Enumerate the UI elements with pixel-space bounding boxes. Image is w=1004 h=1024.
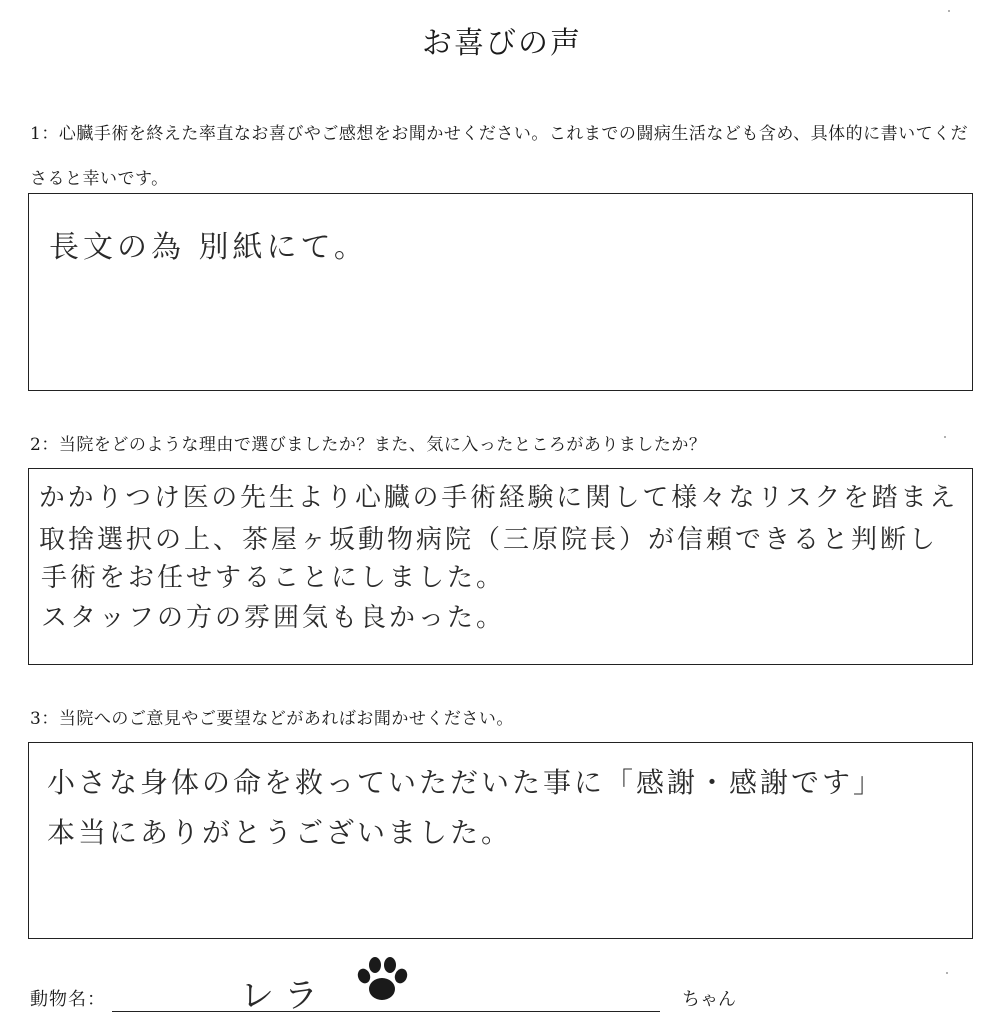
paw-print-icon [352,954,412,1004]
answer-2-line-3: 手術をお任せすることにしました。 [41,563,506,593]
question-2: 2：当院をどのような理由で選びましたか？また、気に入ったところがありましたか？ [30,435,707,455]
animal-name-suffix: ちゃん [682,989,736,1010]
answer-1-line-1: 長文の為 別紙にて。 [49,230,368,265]
question-1: 1：心臓手術を終えた率直なお喜びやご感想をお聞かせください。これまでの闘病生活なども含め、具体的に書いてくださると幸いです。 [30,124,969,189]
answer-2-line-2: 取捨選択の上、茶屋ヶ坂動物病院（三原院長）が信頼できると判断し [39,525,939,555]
answer-3-line-2: 本当にありがとうございました。 [47,816,513,849]
answer-box-3[interactable] [28,742,973,939]
answer-box-2[interactable] [28,468,973,665]
answer-box-1[interactable] [28,193,973,391]
animal-name-value[interactable]: レラ [240,976,328,1016]
answer-2-line-4: スタッフの方の雰囲気も良かった。 [41,603,506,633]
answer-2-line-1: かかりつけ医の先生より心臓の手術経験に関して様々なリスクを踏まえ [39,483,959,513]
scan-speck [944,436,946,438]
animal-name-label: 動物名： [30,989,106,1010]
question-3: 3：当院へのご意見やご要望などがあればお聞かせください。 [30,709,514,729]
scan-speck [948,10,950,12]
answer-3-line-1: 小さな身体の命を救っていただいた事に「感謝・感謝です」 [47,766,885,799]
animal-name-underline [112,1011,660,1012]
page-title: お喜びの声 [422,26,582,61]
scan-speck [946,972,948,974]
